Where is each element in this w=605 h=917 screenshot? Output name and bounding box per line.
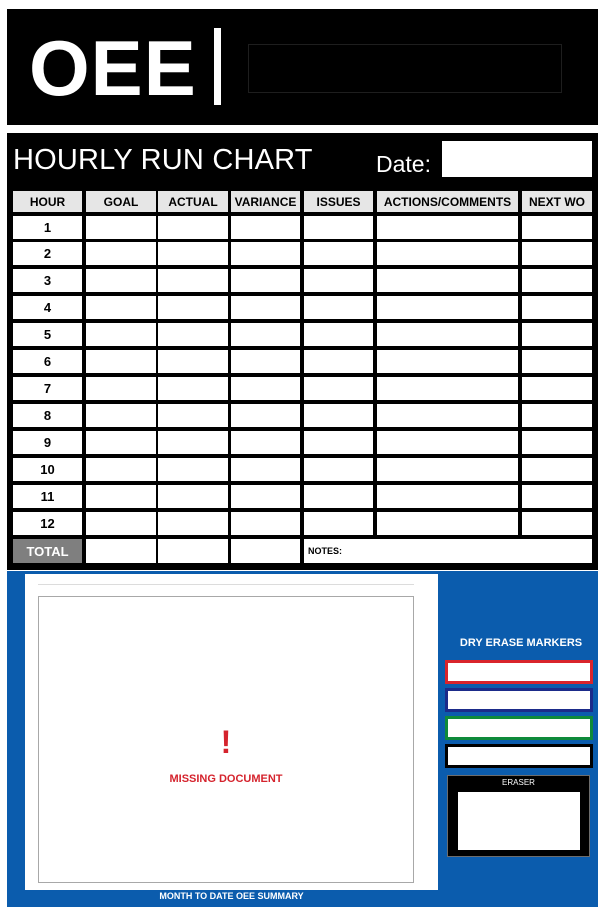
cell-hour-11-next-wo[interactable] xyxy=(522,485,592,508)
cell-hour-9-actual[interactable] xyxy=(158,431,228,454)
cell-hour-8-goal[interactable] xyxy=(86,404,156,427)
marker-slot-blue[interactable] xyxy=(445,688,593,712)
cell-hour-9-goal[interactable] xyxy=(86,431,156,454)
column-header-hour: HOUR xyxy=(13,191,82,212)
total-variance-cell[interactable] xyxy=(231,539,300,563)
cell-hour-8-variance[interactable] xyxy=(231,404,300,427)
cell-hour-5-issues[interactable] xyxy=(304,323,373,346)
notes-field[interactable]: NOTES: xyxy=(304,539,592,563)
total-label: TOTAL xyxy=(13,539,82,563)
cell-hour-12-variance[interactable] xyxy=(231,512,300,535)
date-label: Date: xyxy=(376,151,431,177)
cell-hour-2-actual[interactable] xyxy=(158,242,228,265)
hour-label-7: 7 xyxy=(13,377,82,400)
cell-hour-1-variance[interactable] xyxy=(231,216,300,239)
chart-title: HOURLY RUN CHART xyxy=(13,144,313,176)
hour-label-6: 6 xyxy=(13,350,82,373)
cell-hour-3-variance[interactable] xyxy=(231,269,300,292)
eraser-pad xyxy=(458,792,580,850)
header-name-field[interactable] xyxy=(248,44,562,93)
hour-label-9: 9 xyxy=(13,431,82,454)
summary-panel xyxy=(7,571,598,907)
cell-hour-4-actions-comments[interactable] xyxy=(377,296,518,319)
cell-hour-11-issues[interactable] xyxy=(304,485,373,508)
date-field[interactable] xyxy=(442,141,592,177)
document-placeholder xyxy=(38,596,414,883)
cell-hour-8-issues[interactable] xyxy=(304,404,373,427)
column-header-goal: GOAL xyxy=(86,191,156,212)
cell-hour-4-actual[interactable] xyxy=(158,296,228,319)
cell-hour-12-actual[interactable] xyxy=(158,512,228,535)
cell-hour-3-next-wo[interactable] xyxy=(522,269,592,292)
cell-hour-2-issues[interactable] xyxy=(304,242,373,265)
mtd-summary-caption: MONTH TO DATE OEE SUMMARY xyxy=(159,891,304,901)
column-header-actual: ACTUAL xyxy=(158,191,228,212)
cell-hour-8-actions-comments[interactable] xyxy=(377,404,518,427)
cell-hour-3-goal[interactable] xyxy=(86,269,156,292)
column-header-variance: VARIANCE xyxy=(231,191,300,212)
cell-hour-10-actual[interactable] xyxy=(158,458,228,481)
column-header-actions-comments: ACTIONS/COMMENTS xyxy=(377,191,518,212)
marker-slot-red[interactable] xyxy=(445,660,593,684)
cell-hour-8-actual[interactable] xyxy=(158,404,228,427)
cell-hour-2-goal[interactable] xyxy=(86,242,156,265)
cell-hour-7-variance[interactable] xyxy=(231,377,300,400)
cell-hour-7-actual[interactable] xyxy=(158,377,228,400)
marker-slot-green[interactable] xyxy=(445,716,593,740)
eraser-holder xyxy=(447,775,590,857)
column-header-next-wo: NEXT WO xyxy=(522,191,592,212)
cell-hour-2-actions-comments[interactable] xyxy=(377,242,518,265)
hourly-run-chart xyxy=(7,133,598,570)
cell-hour-4-next-wo[interactable] xyxy=(522,296,592,319)
mtd-summary-document xyxy=(25,574,438,890)
cell-hour-3-actual[interactable] xyxy=(158,269,228,292)
cell-hour-10-actions-comments[interactable] xyxy=(377,458,518,481)
oee-logo: OEE xyxy=(29,24,197,112)
cell-hour-3-actions-comments[interactable] xyxy=(377,269,518,292)
cell-hour-4-issues[interactable] xyxy=(304,296,373,319)
warning-icon: ! xyxy=(220,724,232,760)
cell-hour-12-goal[interactable] xyxy=(86,512,156,535)
cell-hour-8-next-wo[interactable] xyxy=(522,404,592,427)
cell-hour-6-goal[interactable] xyxy=(86,350,156,373)
eraser-label: ERASER xyxy=(502,778,535,787)
cell-hour-12-actions-comments[interactable] xyxy=(377,512,518,535)
cell-hour-7-next-wo[interactable] xyxy=(522,377,592,400)
total-goal-cell[interactable] xyxy=(86,539,156,563)
cell-hour-12-next-wo[interactable] xyxy=(522,512,592,535)
cell-hour-12-issues[interactable] xyxy=(304,512,373,535)
cell-hour-9-next-wo[interactable] xyxy=(522,431,592,454)
oee-header xyxy=(7,9,598,125)
cell-hour-6-actual[interactable] xyxy=(158,350,228,373)
cell-hour-5-next-wo[interactable] xyxy=(522,323,592,346)
dry-erase-markers-title: DRY ERASE MARKERS xyxy=(459,637,583,649)
cell-hour-1-actual[interactable] xyxy=(158,216,228,239)
cell-hour-11-actual[interactable] xyxy=(158,485,228,508)
cell-hour-5-actions-comments[interactable] xyxy=(377,323,518,346)
hour-label-2: 2 xyxy=(13,242,82,265)
document-top-rule xyxy=(38,584,414,585)
cell-hour-5-variance[interactable] xyxy=(231,323,300,346)
cell-hour-7-issues[interactable] xyxy=(304,377,373,400)
cell-hour-6-variance[interactable] xyxy=(231,350,300,373)
cell-hour-7-actions-comments[interactable] xyxy=(377,377,518,400)
cell-hour-10-next-wo[interactable] xyxy=(522,458,592,481)
cell-hour-9-actions-comments[interactable] xyxy=(377,431,518,454)
cell-hour-9-variance[interactable] xyxy=(231,431,300,454)
cell-hour-6-actions-comments[interactable] xyxy=(377,350,518,373)
cell-hour-11-actions-comments[interactable] xyxy=(377,485,518,508)
cell-hour-11-goal[interactable] xyxy=(86,485,156,508)
cell-hour-9-issues[interactable] xyxy=(304,431,373,454)
hour-label-10: 10 xyxy=(13,458,82,481)
cell-hour-7-goal[interactable] xyxy=(86,377,156,400)
cell-hour-3-issues[interactable] xyxy=(304,269,373,292)
cell-hour-5-actual[interactable] xyxy=(158,323,228,346)
cell-hour-10-variance[interactable] xyxy=(231,458,300,481)
cell-hour-6-next-wo[interactable] xyxy=(522,350,592,373)
cell-hour-1-actions-comments[interactable] xyxy=(377,216,518,239)
total-actual-cell[interactable] xyxy=(158,539,228,563)
header-divider xyxy=(214,28,221,105)
hour-label-5: 5 xyxy=(13,323,82,346)
cell-hour-4-goal[interactable] xyxy=(86,296,156,319)
cell-hour-5-goal[interactable] xyxy=(86,323,156,346)
cell-hour-4-variance[interactable] xyxy=(231,296,300,319)
hour-label-1: 1 xyxy=(13,216,82,239)
hour-label-4: 4 xyxy=(13,296,82,319)
cell-hour-10-goal[interactable] xyxy=(86,458,156,481)
missing-document-label: MISSING DOCUMENT xyxy=(169,773,283,785)
cell-hour-1-next-wo[interactable] xyxy=(522,216,592,239)
hour-label-8: 8 xyxy=(13,404,82,427)
hour-label-3: 3 xyxy=(13,269,82,292)
hour-label-11: 11 xyxy=(13,485,82,508)
marker-slot-black[interactable] xyxy=(445,744,593,768)
cell-hour-1-issues[interactable] xyxy=(304,216,373,239)
cell-hour-2-variance[interactable] xyxy=(231,242,300,265)
cell-hour-10-issues[interactable] xyxy=(304,458,373,481)
hour-label-12: 12 xyxy=(13,512,82,535)
cell-hour-2-next-wo[interactable] xyxy=(522,242,592,265)
cell-hour-1-goal[interactable] xyxy=(86,216,156,239)
cell-hour-6-issues[interactable] xyxy=(304,350,373,373)
column-header-issues: ISSUES xyxy=(304,191,373,212)
cell-hour-11-variance[interactable] xyxy=(231,485,300,508)
